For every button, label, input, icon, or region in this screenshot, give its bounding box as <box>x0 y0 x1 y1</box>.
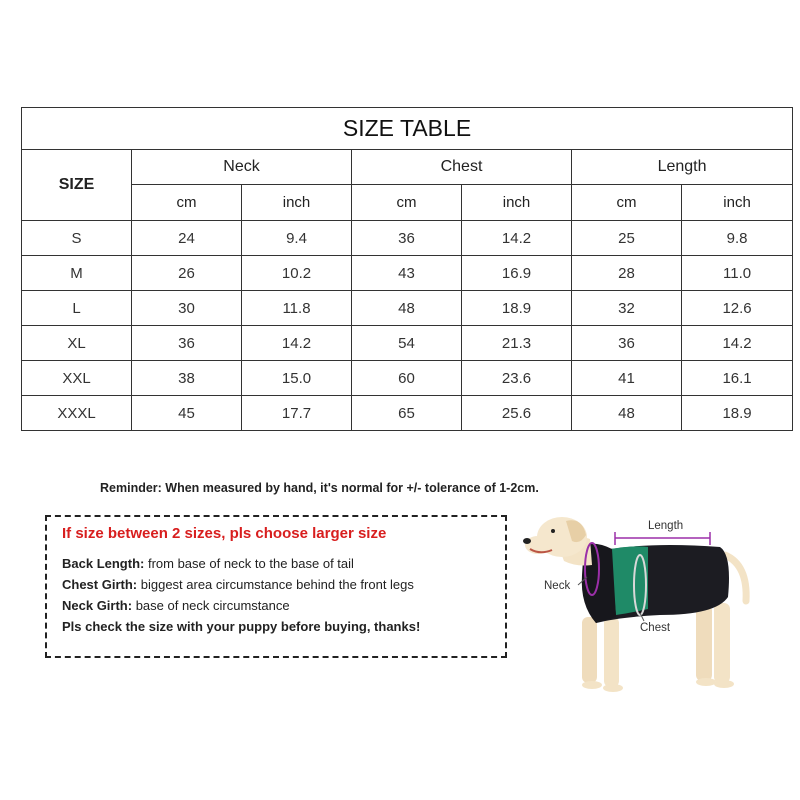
dog-paw <box>582 681 602 689</box>
chest-cm-cell: 36 <box>352 221 462 256</box>
size-table <box>21 107 793 431</box>
table-row <box>22 326 793 361</box>
sizing-tips-box <box>45 515 507 658</box>
table-row <box>22 361 793 396</box>
dog-leg <box>582 617 597 683</box>
table-row <box>22 256 793 291</box>
dog-paw <box>714 680 734 688</box>
dog-leg <box>714 603 730 683</box>
neck-inch-cell: 9.4 <box>242 221 352 256</box>
chest-group-header: Chest <box>352 150 572 185</box>
table-title: SIZE TABLE <box>22 108 793 150</box>
length-label: Length <box>648 520 684 532</box>
dog-eye <box>551 529 555 533</box>
chest-girth-tip <box>62 574 505 595</box>
chest-inch-cell: 16.9 <box>462 256 572 291</box>
chest-label: Chest <box>640 622 671 634</box>
chest-inch-cell: 25.6 <box>462 396 572 431</box>
neck-cm-cell: 30 <box>132 291 242 326</box>
neck-cm-cell: 36 <box>132 326 242 361</box>
length-cm-cell: 25 <box>572 221 682 256</box>
unit-header: inch <box>682 185 793 221</box>
chest-inch-cell: 18.9 <box>462 291 572 326</box>
neck-inch-cell: 17.7 <box>242 396 352 431</box>
tip-text: base of neck circumstance <box>132 598 290 613</box>
chest-cm-cell: 60 <box>352 361 462 396</box>
neck-group-header: Neck <box>132 150 352 185</box>
size-column-header: SIZE <box>22 150 132 221</box>
length-group-header: Length <box>572 150 793 185</box>
chest-cm-cell: 65 <box>352 396 462 431</box>
chest-inch-cell: 14.2 <box>462 221 572 256</box>
dog-measurement-figure <box>520 505 780 705</box>
unit-header: cm <box>352 185 462 221</box>
neck-cm-cell: 45 <box>132 396 242 431</box>
unit-header: cm <box>572 185 682 221</box>
chest-inch-cell: 21.3 <box>462 326 572 361</box>
table-row <box>22 221 793 256</box>
dog-leg <box>604 617 619 687</box>
size-cell: XL <box>22 326 132 361</box>
length-inch-cell: 12.6 <box>682 291 793 326</box>
length-inch-cell: 18.9 <box>682 396 793 431</box>
unit-header: inch <box>462 185 572 221</box>
neck-inch-cell: 11.8 <box>242 291 352 326</box>
length-inch-cell: 9.8 <box>682 221 793 256</box>
size-cell: XXXL <box>22 396 132 431</box>
chest-cm-cell: 43 <box>352 256 462 291</box>
table-row <box>22 291 793 326</box>
neck-inch-cell: 14.2 <box>242 326 352 361</box>
size-cell: L <box>22 291 132 326</box>
neck-cm-cell: 24 <box>132 221 242 256</box>
tip-text: biggest area circumstance behind the front legs <box>137 577 414 592</box>
dog-paw <box>603 684 623 692</box>
chest-cm-cell: 48 <box>352 291 462 326</box>
size-cell: M <box>22 256 132 291</box>
neck-girth-tip <box>62 595 505 616</box>
tip-label: Back Length: <box>62 556 145 571</box>
check-size-note: Pls check the size with your puppy before buying, thanks! <box>62 619 421 634</box>
length-inch-cell: 14.2 <box>682 326 793 361</box>
tip-label: Chest Girth: <box>62 577 138 592</box>
length-cm-cell: 41 <box>572 361 682 396</box>
unit-header: inch <box>242 185 352 221</box>
length-inch-cell: 11.0 <box>682 256 793 291</box>
table-row <box>22 396 793 431</box>
chest-inch-cell: 23.6 <box>462 361 572 396</box>
size-cell: S <box>22 221 132 256</box>
unit-header: cm <box>132 185 242 221</box>
tip-label: Neck Girth: <box>62 598 133 613</box>
length-cm-cell: 32 <box>572 291 682 326</box>
chest-cm-cell: 54 <box>352 326 462 361</box>
neck-cm-cell: 26 <box>132 256 242 291</box>
neck-inch-cell: 15.0 <box>242 361 352 396</box>
length-cm-cell: 28 <box>572 256 682 291</box>
neck-cm-cell: 38 <box>132 361 242 396</box>
dog-paw <box>696 678 716 686</box>
back-length-tip <box>62 553 505 574</box>
neck-inch-cell: 10.2 <box>242 256 352 291</box>
tolerance-reminder: Reminder: When measured by hand, it's normal for +/- tolerance of 1-2cm. <box>100 481 539 495</box>
neck-label: Neck <box>544 580 571 592</box>
size-cell: XXL <box>22 361 132 396</box>
dog-illustration <box>520 505 780 705</box>
length-inch-cell: 16.1 <box>682 361 793 396</box>
length-cm-cell: 48 <box>572 396 682 431</box>
tip-text: from base of neck to the base of tail <box>144 556 354 571</box>
dog-nose <box>523 538 531 544</box>
dog-leg <box>696 605 712 681</box>
length-cm-cell: 36 <box>572 326 682 361</box>
sizing-headline: If size between 2 sizes, pls choose larger size <box>62 525 387 542</box>
